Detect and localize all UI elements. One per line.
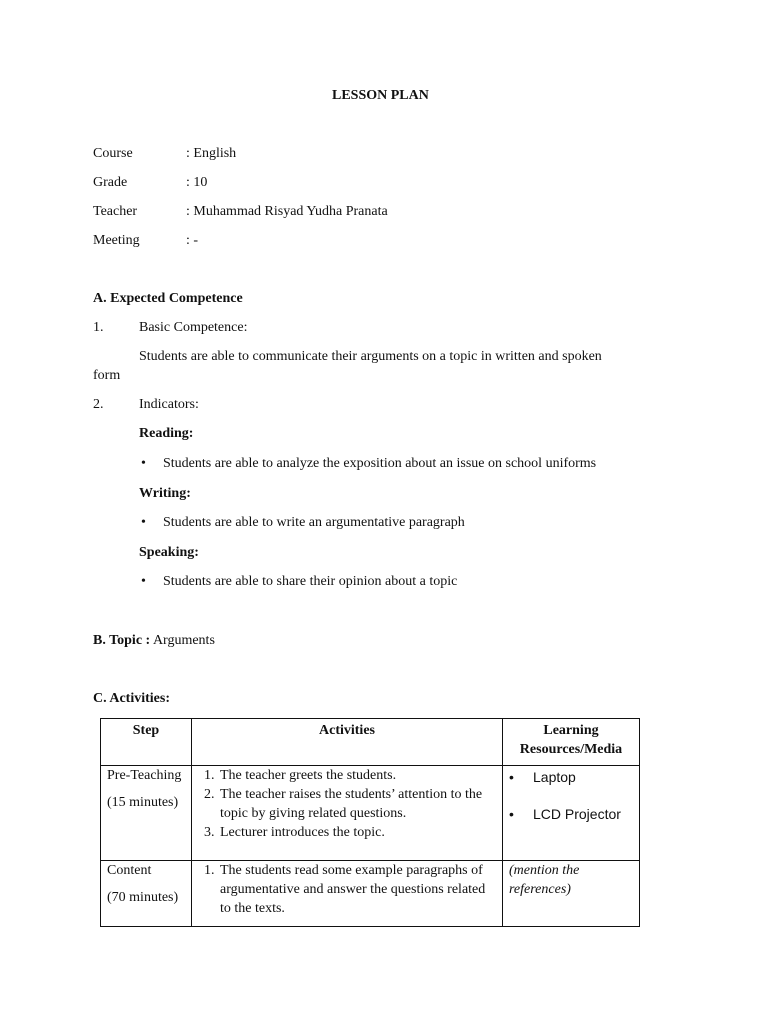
meeting-label: Meeting: [93, 233, 140, 248]
resources-cell: [503, 766, 640, 861]
bullet-icon: •: [141, 515, 146, 530]
teacher-value: : Muhammad Risyad Yudha Pranata: [186, 204, 388, 219]
basic-competence-text-line2: form: [93, 368, 121, 383]
references-note: (mention the references): [509, 863, 580, 897]
step-name: Pre-Teaching: [107, 768, 182, 783]
table-header-row: [101, 719, 640, 766]
activities-cell: [192, 766, 503, 861]
bullet-icon: •: [141, 456, 146, 471]
step-cell: [101, 766, 192, 861]
item2-number: 2.: [93, 397, 104, 412]
basic-competence-text-line1: Students are able to communicate their arguments on a topic in written and spoken: [139, 349, 602, 364]
speaking-indicator: Students are able to share their opinion about a topic: [163, 574, 458, 589]
activities-table: [100, 718, 640, 927]
list-item: 1. The students read some example paragraphs of argumentative and answer the questions related to the texts.: [218, 861, 498, 918]
indicators-label: Indicators:: [139, 397, 199, 412]
course-label: Course: [93, 146, 133, 161]
header-step: Step: [101, 719, 192, 766]
table-row: [101, 766, 640, 861]
grade-value: : 10: [186, 175, 208, 190]
basic-competence-label: Basic Competence:: [139, 320, 248, 335]
writing-indicator: Students are able to write an argumentative paragraph: [163, 515, 465, 530]
table-row: [101, 861, 640, 927]
activities-list: [192, 861, 502, 918]
reading-indicator: Students are able to analyze the exposition about an issue on school uniforms: [163, 456, 597, 471]
teacher-label: Teacher: [93, 204, 138, 219]
speaking-label: Speaking:: [139, 545, 199, 560]
list-item: 3. Lecturer introduces the topic.: [218, 823, 498, 842]
list-item: 1. The teacher greets the students.: [218, 766, 498, 785]
reading-label: Reading:: [139, 426, 194, 441]
section-b: [93, 633, 215, 649]
header-resources: Learning Resources/Media: [503, 719, 640, 766]
topic-value: Arguments: [152, 633, 215, 648]
resource-item: [503, 768, 639, 787]
step-time: (15 minutes): [107, 795, 179, 810]
resource-projector: LCD Projector: [533, 806, 621, 822]
activities-cell: [192, 861, 503, 927]
section-c-heading: C. Activities:: [93, 691, 170, 706]
writing-label: Writing:: [139, 486, 191, 501]
meeting-value: : -: [186, 233, 199, 248]
grade-label: Grade: [93, 175, 128, 190]
item1-number: 1.: [93, 320, 104, 335]
step-time: (70 minutes): [107, 890, 179, 905]
section-a-heading: A. Expected Competence: [93, 291, 243, 306]
page-title: LESSON PLAN: [332, 88, 429, 103]
header-activities: Activities: [192, 719, 503, 766]
resources-cell: [503, 861, 640, 927]
step-cell: [101, 861, 192, 927]
resource-laptop: Laptop: [533, 769, 576, 785]
step-name: Content: [107, 863, 152, 878]
section-b-heading: B. Topic :: [93, 633, 151, 648]
resource-item: [503, 805, 639, 824]
bullet-icon: •: [509, 769, 514, 785]
bullet-icon: •: [509, 806, 514, 822]
bullet-icon: •: [141, 574, 146, 589]
activities-list: [192, 766, 502, 842]
course-value: : English: [186, 146, 237, 161]
list-item: 2. The teacher raises the students’ attention to the topic by giving related questions.: [218, 785, 498, 823]
